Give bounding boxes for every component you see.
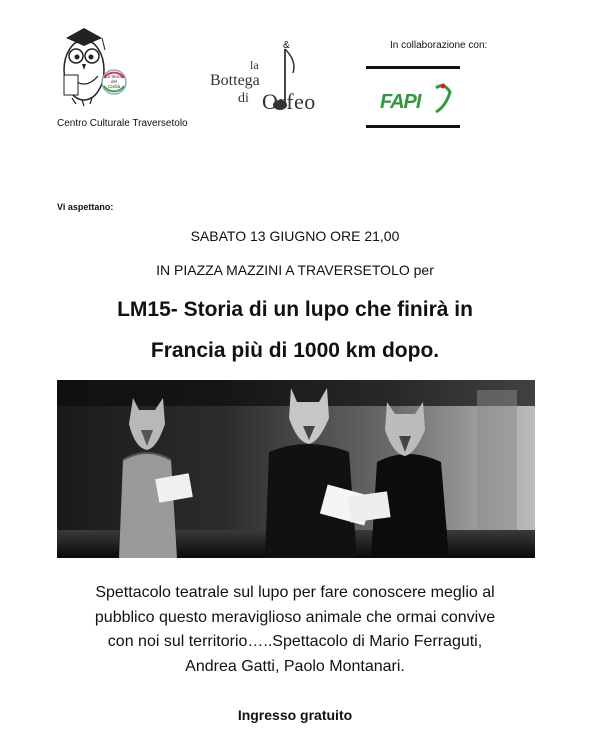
owl-badge-line-2: del: [110, 79, 118, 84]
event-title-line-2: Francia più di 1000 km dopo.: [150, 339, 440, 362]
event-date: SABATO 13 GIUGNO ORE 21,00: [190, 228, 400, 244]
owl-badge-line-3: Civiltà: [107, 84, 121, 89]
fapi-logo: [366, 66, 460, 128]
description-line-3: con noi sul territorio…..Spettacolo di Mario Ferraguti,: [107, 633, 483, 650]
bottega-di: di: [238, 91, 249, 106]
owl-badge-line-1: La Storia: [104, 74, 124, 79]
description-line-2: pubblico questo meraviglioso animale che ormai convive: [94, 609, 496, 626]
free-entry: Ingresso gratuito: [237, 707, 353, 723]
description-line-4: Andrea Gatti, Paolo Montanari.: [185, 658, 405, 675]
bottega-la: la: [250, 58, 259, 72]
event-place: IN PIAZZA MAZZINI A TRAVERSETOLO per: [156, 262, 434, 278]
ampersand: &: [283, 40, 290, 51]
bottega-orfeo: Orfeo: [262, 89, 316, 114]
bottega-name: Bottega: [210, 72, 260, 89]
fapi-text: FAPI: [380, 91, 421, 113]
centro-label: Centro Culturale Traversetolo: [57, 118, 188, 129]
description-line-1: Spettacolo teatrale sul lupo per fare conoscere meglio al: [95, 584, 495, 601]
vi-aspettano: Vi aspettano:: [57, 202, 114, 212]
owl-logo: [58, 20, 128, 108]
event-title-line-1: LM15- Storia di un lupo che finirà in: [117, 298, 473, 321]
wolf-actors-photo: [57, 380, 535, 558]
collab-label: In collaborazione con:: [390, 40, 488, 51]
